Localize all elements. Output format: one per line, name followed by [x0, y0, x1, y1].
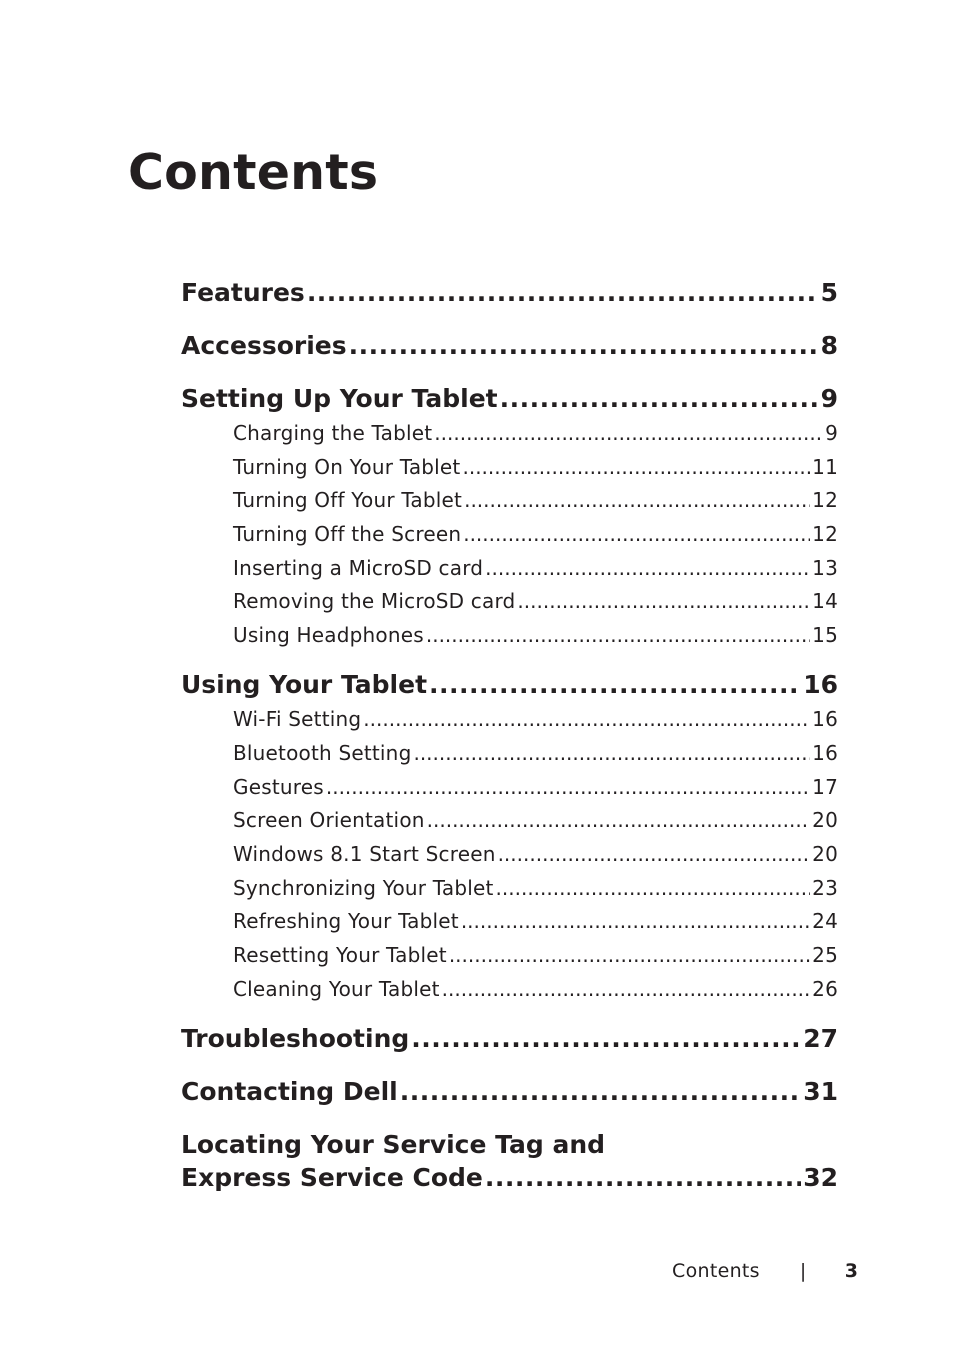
dot-leader: [434, 421, 823, 445]
toc-entry-label: Setting Up Your Tablet: [181, 384, 498, 413]
toc-subentry-synchronizing-your-tablet[interactable]: [181, 876, 838, 910]
dot-leader: [413, 741, 810, 765]
toc-subentry-label: Turning On Your Tablet: [233, 454, 461, 479]
toc-subentry-using-headphones[interactable]: [181, 623, 838, 670]
toc-subentry-label: Synchronizing Your Tablet: [233, 875, 494, 900]
toc-subentry-label: Using Headphones: [233, 623, 424, 648]
dot-leader: [363, 707, 810, 731]
toc-entry-label: Express Service Code: [181, 1162, 483, 1192]
toc-subentry-label: Cleaning Your Tablet: [233, 976, 440, 1001]
dot-leader: [400, 1077, 801, 1106]
dot-leader: [464, 488, 810, 512]
toc-subentry-turning-on-your-tablet[interactable]: [181, 455, 838, 489]
toc-subentry-wifi-setting[interactable]: [181, 707, 838, 741]
dot-leader: [517, 589, 810, 613]
dot-leader: [411, 1024, 801, 1053]
toc-subentry-page: 26: [812, 976, 838, 1001]
toc-entry-using-your-tablet[interactable]: [181, 670, 838, 707]
toc-entry-page: 5: [820, 278, 838, 307]
toc-subentry-page: 9: [825, 421, 838, 445]
dot-leader: [462, 455, 810, 479]
dot-leader: [349, 331, 819, 360]
toc-subentry-resetting-your-tablet[interactable]: [181, 943, 838, 977]
toc-entry-page: 16: [803, 670, 838, 700]
dot-leader: [485, 556, 810, 580]
toc-subentry-label: Wi-Fi Setting: [233, 707, 362, 732]
toc-subentry-page: 13: [812, 555, 838, 580]
toc-subentry-turning-off-the-screen[interactable]: [181, 522, 838, 556]
dot-leader: [426, 623, 810, 647]
toc-entry-locating-service-tag-line2[interactable]: [181, 1163, 838, 1216]
toc-subentry-label: Refreshing Your Tablet: [233, 909, 459, 934]
footer-page-number: 3: [844, 1260, 858, 1282]
dot-leader: [496, 876, 811, 900]
toc-subentry-page: 20: [812, 841, 838, 866]
footer-separator: |: [799, 1260, 807, 1282]
toc-subentry-page: 12: [812, 522, 838, 547]
toc-subentry-label: Screen Orientation: [233, 808, 425, 833]
toc-subentry-page: 24: [812, 909, 838, 934]
toc-entry-page: 27: [803, 1023, 838, 1053]
toc-subentry-page: 15: [812, 623, 838, 648]
dot-leader: [449, 943, 810, 967]
toc-subentry-page: 16: [812, 740, 838, 765]
toc-entry-page: 31: [803, 1076, 838, 1106]
toc-subentry-inserting-a-microsd-card[interactable]: [181, 556, 838, 590]
toc-subentry-label: Inserting a MicroSD card: [233, 555, 484, 580]
table-of-contents: [181, 278, 838, 1216]
toc-entry-label: Troubleshooting: [181, 1023, 410, 1053]
dot-leader: [427, 808, 811, 832]
toc-subentry-windows-start-screen[interactable]: [181, 842, 838, 876]
toc-subentry-turning-off-your-tablet[interactable]: [181, 488, 838, 522]
toc-subentry-refreshing-your-tablet[interactable]: [181, 909, 838, 943]
toc-subentry-label: Windows 8.1 Start Screen: [233, 841, 496, 866]
toc-subentry-label: Charging the Tablet: [233, 421, 433, 445]
dot-leader: [498, 842, 811, 866]
toc-entry-label: Accessories: [181, 331, 347, 360]
toc-subentry-page: 12: [812, 488, 838, 513]
toc-entry-label: Using Your Tablet: [181, 670, 428, 700]
toc-subentry-removing-the-microsd-card[interactable]: [181, 589, 838, 623]
toc-subentry-screen-orientation[interactable]: [181, 808, 838, 842]
toc-subentry-bluetooth-setting[interactable]: [181, 741, 838, 775]
toc-entry-locating-service-tag-line1[interactable]: [181, 1130, 838, 1163]
toc-entry-page: 32: [803, 1162, 838, 1192]
toc-subentry-page: 16: [812, 707, 838, 732]
dot-leader: [307, 278, 819, 307]
toc-entry-setting-up-your-tablet[interactable]: [181, 384, 838, 421]
footer-section-name: Contents: [672, 1260, 760, 1282]
toc-subentry-label: Turning Off Your Tablet: [233, 488, 463, 513]
toc-subentry-charging-the-tablet[interactable]: [181, 421, 838, 455]
toc-subentry-label: Turning Off the Screen: [233, 522, 462, 547]
toc-subentry-page: 20: [812, 808, 838, 833]
toc-subentry-page: 25: [812, 942, 838, 967]
dot-leader: [485, 1163, 801, 1192]
toc-subentry-label: Bluetooth Setting: [233, 740, 412, 765]
toc-entry-label: Contacting Dell: [181, 1076, 398, 1106]
toc-entry-label: Locating Your Service Tag and: [181, 1129, 606, 1159]
toc-entry-accessories[interactable]: [181, 331, 838, 384]
dot-leader: [442, 977, 810, 1001]
toc-entry-troubleshooting[interactable]: [181, 1024, 838, 1077]
dot-leader: [461, 909, 810, 933]
toc-subentry-page: 23: [812, 875, 838, 900]
dot-leader: [463, 522, 810, 546]
toc-entry-page: 9: [820, 384, 838, 413]
toc-subentry-label: Resetting Your Tablet: [233, 942, 447, 967]
toc-subentry-label: Gestures: [233, 774, 324, 799]
toc-entry-label: Features: [181, 278, 305, 307]
toc-subentry-page: 17: [812, 774, 838, 799]
toc-subentry-cleaning-your-tablet[interactable]: [181, 977, 838, 1024]
dot-leader: [429, 670, 801, 699]
toc-subentry-page: 14: [812, 589, 838, 614]
dot-leader: [500, 384, 819, 413]
toc-entry-contacting-dell[interactable]: [181, 1077, 838, 1130]
toc-entry-page: 8: [820, 331, 838, 360]
toc-entry-features[interactable]: [181, 278, 838, 331]
toc-subentry-page: 11: [812, 454, 838, 479]
page-footer: [672, 1260, 858, 1282]
dot-leader: [326, 775, 810, 799]
toc-subentry-label: Removing the MicroSD card: [233, 589, 516, 614]
page-title: Contents: [128, 144, 379, 201]
toc-subentry-gestures[interactable]: [181, 775, 838, 809]
